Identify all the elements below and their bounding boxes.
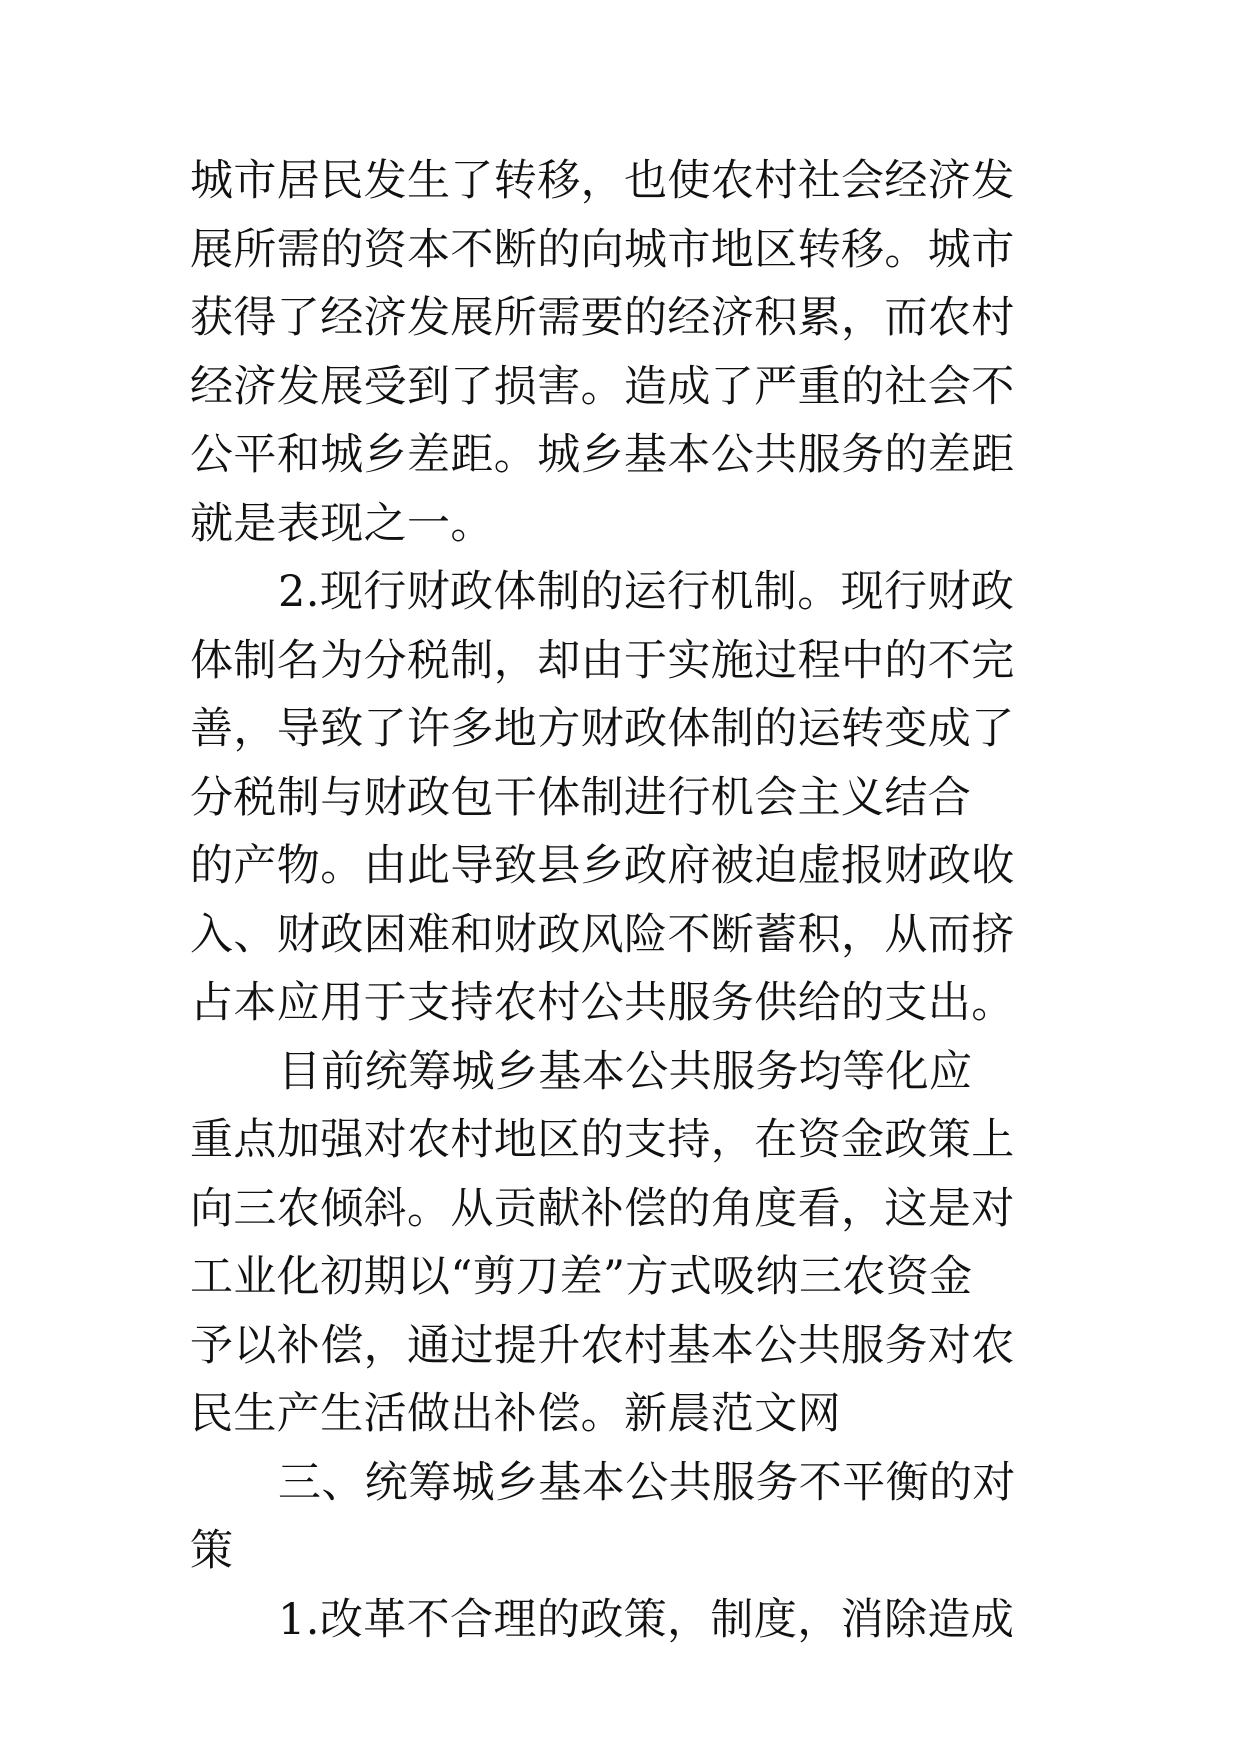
text-line: 分税制与财政包干体制进行机会主义结合 [190,772,972,823]
text-line: 目前统筹城乡基本公共服务均等化应 [278,1046,973,1097]
text-line: 向三农倾斜。从贡献补偿的角度看，这是对 [190,1183,1015,1234]
text-line: 展所需的资本不断的向城市地区转移。城市 [190,224,1015,275]
text-line: 体制名为分税制，却由于实施过程中的不完 [190,635,1015,686]
text-line: 获得了经济发展所需要的经济积累，而农村 [190,293,1015,343]
text-line: 公平和城乡差距。城乡基本公共服务的差距 [190,430,1015,480]
text-line: 工业化初期以“剪刀差”方式吸纳三农资金 [190,1252,973,1302]
text-line: 予以补偿，通过提升农村基本公共服务对农 [190,1320,1015,1371]
text-line: 的产物。由此导致县乡政府被迫虚报财政收 [190,841,1015,891]
text-line: 1.改革不合理的政策，制度，消除造成 [278,1594,1015,1645]
text-line: 城市居民发生了转移，也使农村社会经济发 [190,156,1015,206]
text-line: 三、统筹城乡基本公共服务不平衡的对 [278,1457,1016,1508]
text-line: 2.现行财政体制的运行机制。现行财政 [278,567,1015,617]
text-line: 策 [190,1526,234,1576]
text-line: 占本应用于支持农村公共服务供给的支出。 [190,978,1015,1028]
text-line: 重点加强对农村地区的支持，在资金政策上 [190,1115,1015,1165]
text-line: 善，导致了许多地方财政体制的运转变成了 [190,704,1015,754]
text-line: 就是表现之一。 [190,498,494,549]
body-text [190,147,1241,1654]
text-line: 入、财政困难和财政风险不断蓄积，从而挤 [190,909,1015,960]
text-line: 民生产生活做出补偿。新晨范文网 [190,1389,841,1439]
text-line: 经济发展受到了损害。造成了严重的社会不 [190,361,1015,412]
